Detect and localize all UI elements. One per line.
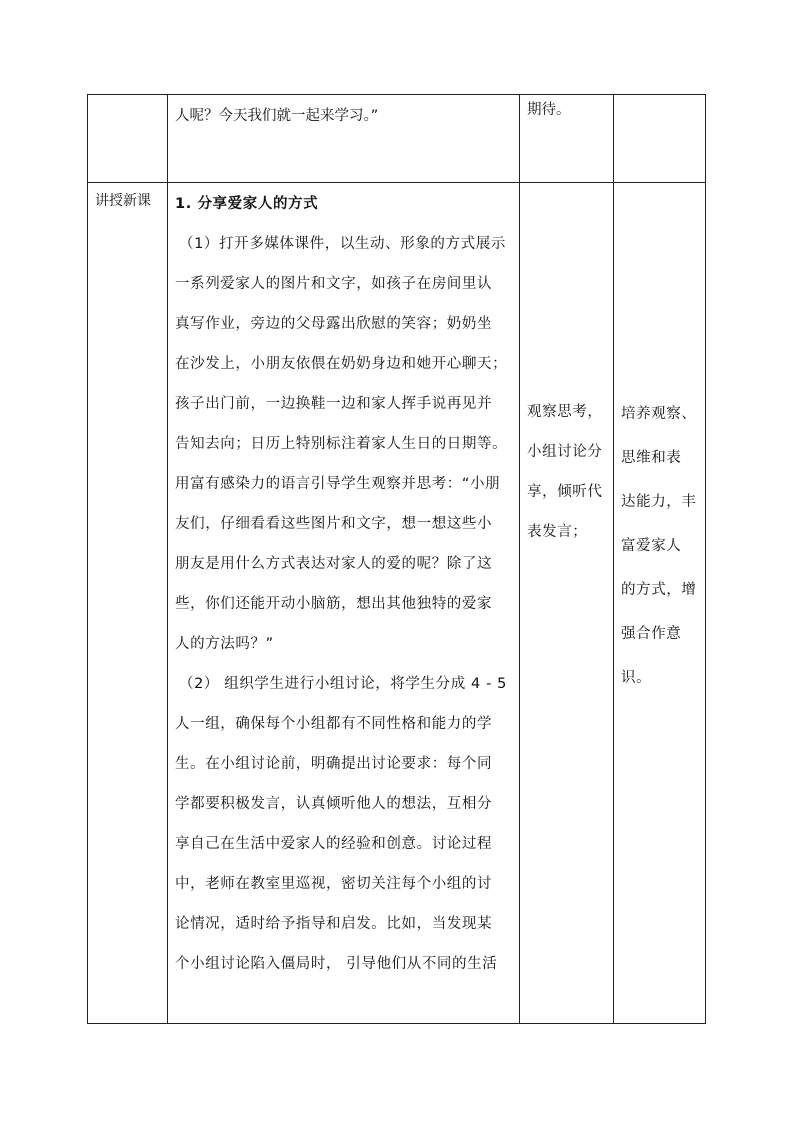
content-line: 人的方法吗？”	[175, 636, 274, 652]
content-line: 一系列爱家人的图片和文字，如孩子在房间里认	[175, 276, 493, 292]
stage-label: 讲授新课	[95, 193, 151, 209]
content-line: 享自己在生活中爱家人的经验和创意。讨论过程	[175, 836, 493, 852]
content-line: 论情况，适时给予指导和启发。比如，当发现某	[175, 916, 493, 932]
column-divider-1	[167, 94, 168, 1024]
content-line: 友们，仔细看看这些图片和文字，想一想这些小	[175, 516, 493, 532]
table-border-right	[705, 94, 706, 1024]
content-line: 告知去向；日历上特别标注着家人生日的日期等。	[175, 436, 508, 452]
content-line: 中，老师在教室里巡视，密切关注每个小组的讨	[175, 876, 493, 892]
row1-student-cell	[527, 98, 571, 119]
content-line: 朋友是用什么方式表达对家人的爱的呢？除了这	[175, 556, 493, 572]
content-line: 孩子出门前，一边换鞋一边和家人挥手说再见并	[175, 396, 493, 412]
content-line: 生。在小组讨论前，明确提出讨论要求：每个同	[175, 756, 493, 772]
teacher-activity-cell	[175, 184, 507, 984]
row1-content-cell	[175, 104, 378, 125]
content-line: （2） 组织学生进行小组讨论，将学生分成 4 - 5	[179, 676, 507, 692]
content-line: 学都要积极发言，认真倾听他人的想法，互相分	[175, 796, 493, 812]
table-border-left	[87, 94, 88, 1024]
row1-student-text: 期待。	[527, 102, 571, 118]
student-line: 观察思考，	[527, 404, 603, 420]
column-divider-2	[519, 94, 520, 1024]
stage-cell	[95, 190, 151, 210]
intent-line: 思维和表	[621, 450, 682, 466]
section-heading: 1. 分享爱家人的方式	[175, 196, 319, 212]
intent-line: 的方式，增	[621, 582, 697, 598]
row-divider	[87, 182, 706, 183]
table-border-top	[87, 94, 706, 95]
student-activity-cell	[527, 392, 603, 552]
design-intent-cell	[621, 392, 697, 700]
intent-line: 强合作意	[621, 626, 682, 642]
content-line: 真写作业，旁边的父母露出欣慰的笑容；奶奶坐	[175, 316, 493, 332]
student-line: 表发言；	[527, 524, 588, 540]
content-line: 个小组讨论陷入僵局时， 引导他们从不同的生活	[175, 956, 498, 972]
lesson-plan-table	[87, 94, 706, 1024]
content-line: 些，你们还能开动小脑筋，想出其他独特的爱家	[175, 596, 493, 612]
intent-line: 达能力，丰	[621, 494, 697, 510]
row1-content-text: 人呢？今天我们就一起来学习。”	[175, 108, 379, 124]
content-line: 用富有感染力的语言引导学生观察并思考：“小朋	[175, 476, 501, 492]
student-line: 享，倾听代	[527, 484, 603, 500]
table-border-bottom	[87, 1023, 706, 1024]
intent-line: 富爱家人	[621, 538, 682, 554]
content-line: 人一组，确保每个小组都有不同性格和能力的学	[175, 716, 493, 732]
column-divider-3	[613, 94, 614, 1024]
content-line: 在沙发上，小朋友依偎在奶奶身边和她开心聊天；	[175, 356, 508, 372]
content-line: （1）打开多媒体课件，以生动、形象的方式展示	[179, 236, 506, 252]
intent-line: 识。	[621, 670, 652, 686]
intent-line: 培养观察、	[621, 406, 697, 422]
student-line: 小组讨论分	[527, 444, 603, 460]
